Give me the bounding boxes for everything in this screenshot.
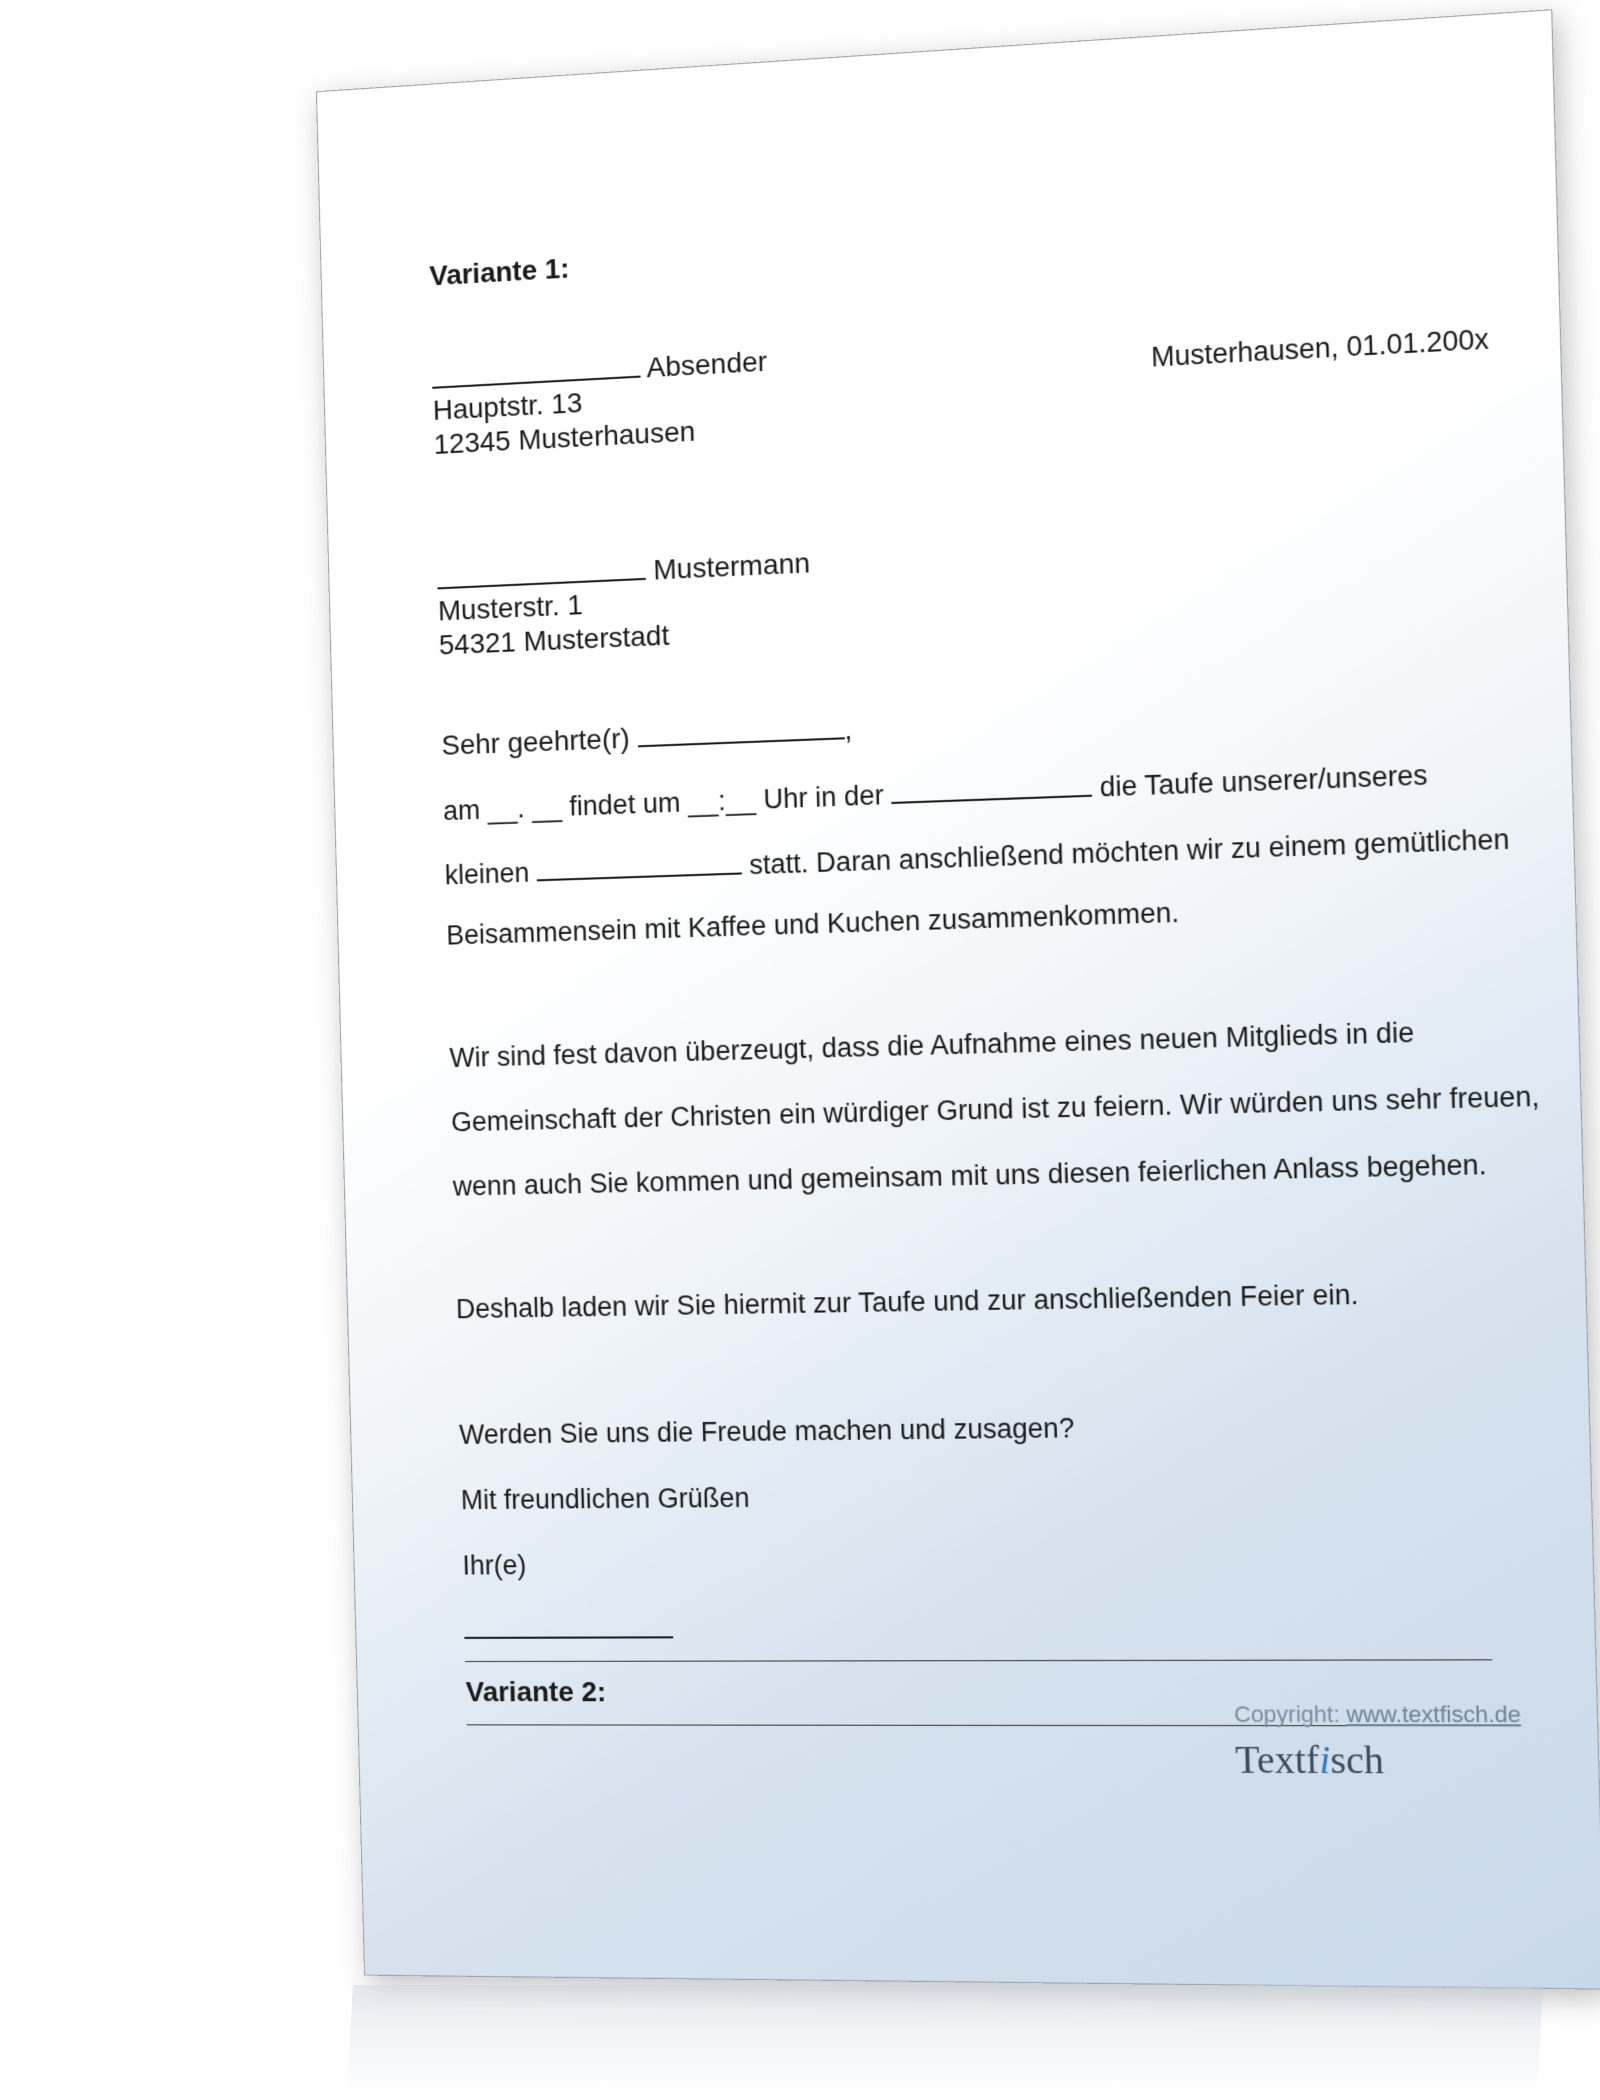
page-reflection	[347, 1985, 1543, 2095]
separator-top	[465, 1659, 1492, 1662]
logo-suffix: sch	[1329, 1738, 1385, 1783]
date-line: Musterhausen, 01.01.200x	[1150, 323, 1490, 373]
salutation	[441, 710, 853, 762]
recipient-city: 54321 Musterstadt	[438, 619, 670, 661]
para2-line1: Wir sind fest davon überzeugt, dass die Aufnahme eines neuen Mitglieds in die	[449, 1017, 1415, 1074]
question-line: Werden Sie uns die Freude machen und zusagen?	[458, 1412, 1075, 1450]
sender-name-line	[432, 342, 768, 396]
sender-street: Hauptstr. 13	[432, 386, 583, 426]
letter-content	[429, 200, 1540, 1783]
salutation-text: Sehr geehrte(r)	[441, 722, 631, 761]
sender-city: 12345 Musterhausen	[433, 415, 696, 461]
church-blank	[891, 768, 1092, 804]
recipient-name-line	[437, 544, 811, 597]
para2-line2: Gemeinschaft der Christen ein würdiger Grund ist zu feiern. Wir würden uns sehr freuen,	[450, 1080, 1540, 1138]
para1-line3: Beisammensein mit Kaffee und Kuchen zusammenkommen.	[445, 897, 1180, 951]
fish-icon: i	[1318, 1738, 1331, 1783]
para3: Deshalb laden wir Sie hiermit zur Taufe und zur anschließenden Feier ein.	[455, 1279, 1359, 1325]
para1-line2-start: kleinen	[444, 857, 530, 891]
recipient-name-suffix: Mustermann	[652, 546, 811, 586]
recipient-name-blank	[437, 552, 646, 590]
document-page	[316, 9, 1600, 1989]
signature-blank	[464, 1610, 674, 1646]
variant-2-heading: Variante 2:	[465, 1675, 607, 1708]
logo-prefix: Textf	[1234, 1738, 1320, 1783]
closing-line: Mit freundlichen Grüßen	[460, 1482, 751, 1516]
para1-line1-start: am __. __ findet um __:__ Uhr in der	[442, 779, 885, 827]
para2-line3: wenn auch Sie kommen und gemeinsam mit uns diesen feierlichen Anlass begehen.	[452, 1149, 1488, 1202]
para1-line2-end: statt. Daran anschließend möchten wir zu einem gemütlichen	[748, 823, 1510, 881]
para1-line2	[444, 819, 1509, 891]
para1-line1-end: die Taufe unserer/unseres	[1099, 759, 1428, 803]
para1-line1	[443, 755, 1428, 827]
copyright-link[interactable]: www.textfisch.de	[1345, 1701, 1522, 1728]
copyright-notice	[1234, 1701, 1521, 1728]
sender-name-blank	[432, 349, 641, 389]
salutation-blank	[637, 711, 844, 748]
signoff-line: Ihr(e)	[462, 1550, 527, 1581]
signature-line	[464, 1610, 673, 1639]
copyright-label: Copyright:	[1233, 1701, 1341, 1728]
salutation-comma: ,	[843, 713, 853, 746]
sender-name-suffix: Absender	[646, 345, 768, 384]
textfisch-logo	[1235, 1738, 1385, 1784]
recipient-street: Musterstr. 1	[437, 588, 584, 627]
child-name-blank	[536, 846, 742, 881]
variant-1-heading: Variante 1:	[429, 252, 570, 292]
